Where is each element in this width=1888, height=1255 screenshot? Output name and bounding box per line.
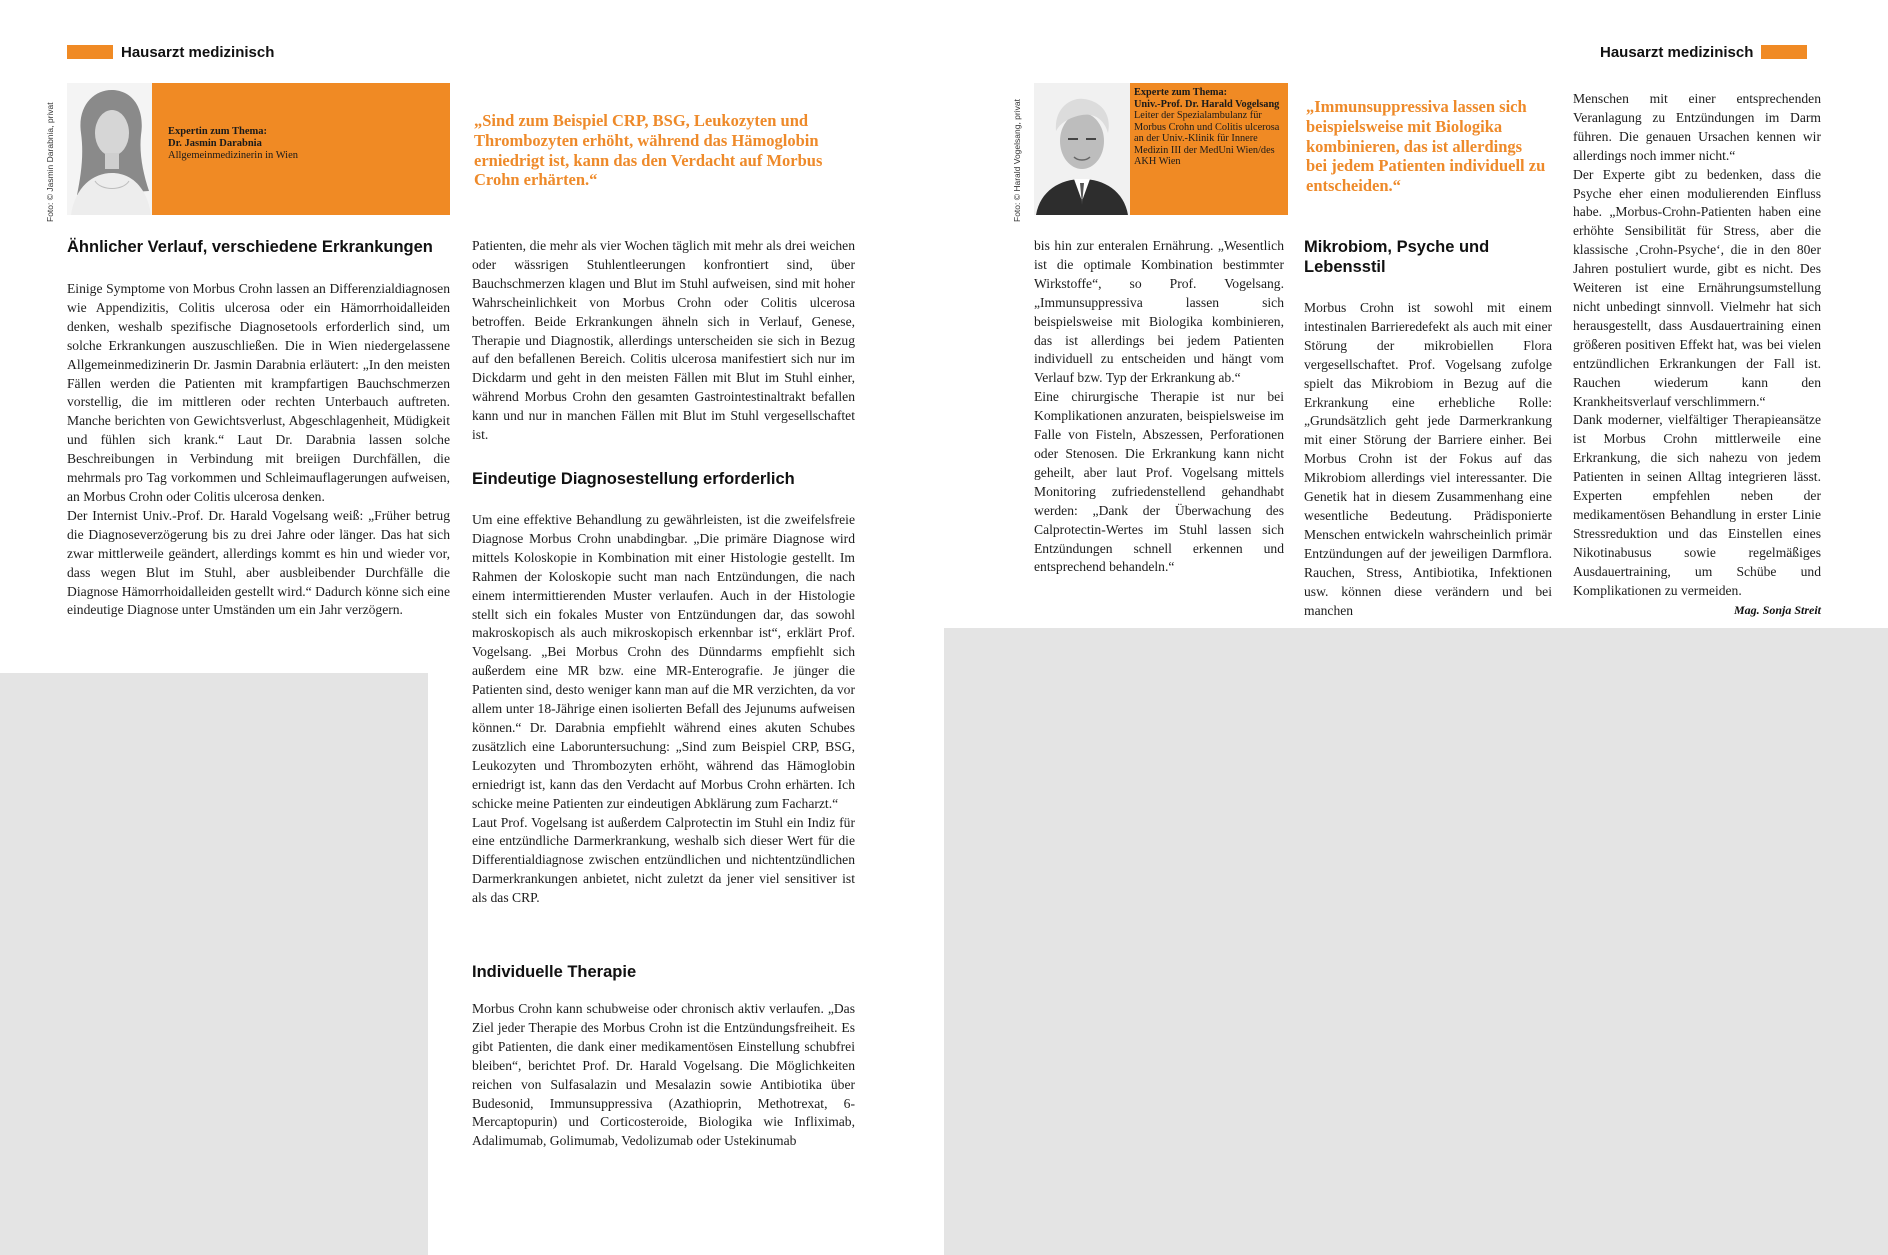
paragraph: Eine chirurgische Therapie ist nur bei Komplikationen anzuraten, beispielsweise im Falle von Fisteln, Abszessen, Perforationen oder Stenosen. Die Erkrankung kann nicht geheilt, aber laut Prof. Vogelsang mittels Monitoring zufriedenstellend gehandhabt werden: „Dank der Überwachung des Calprotectin-Wertes im Stuhl lassen sich Entzündungen schnell erkennen und entsprechend behandeln.“ <box>1034 389 1284 575</box>
gray-block-right <box>944 628 1888 1255</box>
paragraph: Menschen mit einer entsprechenden Veranlagung zu Entzündungen im Darm führen. Die genauen Ursachen kennen wir allerdings noch immer nicht.“ <box>1573 91 1821 163</box>
photo-credit: Foto: © Jasmin Darabnia, privat <box>45 102 55 222</box>
expert-title: Allgemeinmedizinerin in Wien <box>168 150 299 162</box>
paragraph: bis hin zur enteralen Ernährung. „Wesentlich ist die optimale Kombination bestimmter Wirkstoffe“, so Prof. Vogelsang. „Immunsuppressiva lassen sich beispielsweise mit Biologika kombinieren, das ist allerdings bei jedem Patienten individuell zu entscheiden und hängt vom Verlauf bzw. Typ der Erkrankung ab.“ <box>1034 238 1284 386</box>
paragraph: Dank moderner, vielfältiger Therapieansätze ist Morbus Crohn mittlerweile eine Erkrankung, die sich nahezu von jedem Patienten in seinen Alltag integrieren lässt. Experten empfehlen neben der medikamentösen Behandlung in erster Linie Stressreduktion und das Einstellen eines Nikotinabusus sowie regelmäßiges Ausdauertraining, um Schübe und Komplikationen zu vermeiden. <box>1573 412 1821 598</box>
expert-title: Leiter der Spezialambulanz für Morbus Crohn und Colitis ulcerosa an der Univ.-Klinik für Innere Medizin III der MedUni Wien/des AKH Wien <box>1134 110 1280 168</box>
left-column-1 <box>67 280 450 620</box>
paragraph: Um eine effektive Behandlung zu gewährleisten, ist die zweifelsfreie Diagnose Morbus Crohn unabdingbar. „Die primäre Diagnose wird mittels Koloskopie in Kombination mit einer Histologie gestellt. Im Rahmen der Koloskopie sucht man nach Entzündungen, die nach einem intermittierenden Muster verlaufen. Auch in der Histologie stellt sich ein fokales Muster von Entzündungen dar, das sowohl makroskopisch als auch mikroskopisch erkennbar ist“, erklärt Prof. Vogelsang. „Bei Morbus Crohn des Dünndarms empfiehlt sich außerdem eine MR bzw. eine MR-Enterografie. Je jünger die Patienten sind, desto weniger kann man auf die MR verzichten, da vor allem unter 18-Jährige einen isolierten Befall des Jejunums aufweisen können.“ Dr. Darabnia empfiehlt während eines akuten Schubes zusätzlich eine Laboruntersuchung: „Sind zum Beispiel CRP, BSG, Leukozyten und Thrombozyten erhöht, während das Hämoglobin erniedrigt ist, kann das den Verdacht auf Morbus Crohn erhärten. Ich schicke meine Patienten zur eindeutigen Abklärung zum Facharzt.“ <box>472 512 855 811</box>
left-page-header <box>67 44 274 60</box>
left-column-2c <box>472 1000 855 1151</box>
heading-diagnosestellung: Eindeutige Diagnosestellung erforderlich <box>472 470 795 488</box>
expert-photo-darabnia <box>67 83 152 215</box>
expert-box-vogelsang <box>1130 83 1288 215</box>
header-accent-bar <box>1761 45 1807 59</box>
pull-quote-left: „Sind zum Beispiel CRP, BSG, Leukozyten und Thrombozyten erhöht, während das Hämoglobin erniedrigt ist, kann das den Verdacht auf Morbus Crohn erhärten.“ <box>474 111 823 190</box>
expert-name: Univ.-Prof. Dr. Harald Vogelsang <box>1134 98 1280 110</box>
expert-box-darabnia <box>152 83 450 215</box>
author-signature: Mag. Sonja Streit <box>1733 603 1821 617</box>
paragraph: Morbus Crohn kann schubweise oder chronisch aktiv verlaufen. „Das Ziel jeder Therapie des Morbus Crohn ist die Entzündungsfreiheit. Es gibt Patienten, die dank einer medikamentösen Einstellung schubfrei bleiben“, berichtet Prof. Dr. Harald Vogelsang. Die Möglichkeiten reichen von Sulfasalazin und Mesalazin sowie Antibiotika über Budesonid, Immunsuppressiva (Azathioprin, Methotrexat, 6-Mercaptopurin) und Corticosteroide, Biologika wie Infliximab, Adalimumab, Golimumab, Vedolizumab oder Ustekinumab <box>472 1001 855 1149</box>
photo-credit: Foto: © Harald Vogelsang, privat <box>1012 99 1022 222</box>
heading-individuelle-therapie: Individuelle Therapie <box>472 963 637 981</box>
right-column-1 <box>1034 237 1284 577</box>
expert-photo-vogelsang <box>1034 83 1130 215</box>
pull-quote-right: „Immunsuppressiva lassen sich beispielsweise mit Biologika kombinieren, das ist allerdings bei jedem Patienten individuell zu entscheiden.“ <box>1306 97 1546 196</box>
paragraph: Der Internist Univ.-Prof. Dr. Harald Vogelsang weiß: „Früher betrug die Diagnoseverzögerung bis zu drei Jahre oder länger. Das hat sich zwar mittlerweile geändert, allerdings kommt es hin und wieder vor, dass wegen Blut im Stuhl, aber ausbleibender Durchfälle die Diagnose Hämorrhoidalleiden gestellt wird.“ Dadurch könne sich eine eindeutige Diagnose unter Umständen um ein Jahr verzögern. <box>67 507 450 618</box>
heading-mikrobiom: Mikrobiom, Psyche und Lebensstil <box>1304 238 1490 276</box>
header-accent-bar <box>67 45 113 59</box>
gray-block-left <box>0 673 428 1255</box>
paragraph: Einige Symptome von Morbus Crohn lassen an Differenzialdiagnosen wie Appendizitis, Colitis ulcerosa oder ein Hämorrhoidalleiden denken, weshalb spezifische Diagnosetools erforderlich sind, um solche Erkrankungen auszuschließen. Die in Wien niedergelassene Allgemeinmedizinerin Dr. Jasmin Darabnia erläutert: „In den meisten Fällen werden die Patienten mit krampfartigen Bauchschmerzen vorstellig, die im mittleren oder rechten Unterbauch auftreten. Manche berichten von Gewichtsverlust, Abgeschlagenheit, Müdigkeit und fühlen sich krank.“ Laut Dr. Darabnia lassen solche Beschreibungen in Verbindung mit breiigen Durchfällen, die mehrmals pro Tag vorkommen und Schleimauflagerungen aufweisen, an Morbus Crohn oder Colitis ulcerosa denken. <box>67 281 450 504</box>
paragraph: Patienten, die mehr als vier Wochen täglich mit mehr als drei weichen oder wässrigen Stuhlentleerungen konfrontiert sind, über Bauchschmerzen klagen und Blut im Stuhl aufweisen, sind mit hoher Wahrscheinlichkeit von Morbus Crohn oder Colitis ulcerosa betroffen. Beide Erkrankungen ähneln sich in Verlauf, Genese, Therapie und Diagnostik, allerdings unterscheiden sie sich in Bezug auf den befallenen Bereich. Colitis ulcerosa manifestiert sich nur im Dickdarm und geht in den meisten Fällen mit Blut im Stuhl einher, während Morbus Crohn den gesamten Gastrointestinaltrakt befallen kann und nur in manchen Fällen mit Blut im Stuhl vergesellschaftet ist. <box>472 238 855 443</box>
expert-name: Dr. Jasmin Darabnia <box>168 138 262 150</box>
heading-aehnlicher-verlauf: Ähnlicher Verlauf, verschiedene Erkrankungen <box>67 238 433 256</box>
right-column-2 <box>1304 299 1552 620</box>
left-column-2b <box>472 511 855 908</box>
expert-role: Experte zum Thema: <box>1134 87 1228 98</box>
header-title: Hausarzt medizinisch <box>1600 43 1754 61</box>
right-page-header <box>1600 44 1807 60</box>
right-column-3 <box>1573 90 1821 600</box>
paragraph: Laut Prof. Vogelsang ist außerdem Calprotectin im Stuhl ein Indiz für eine entzündliche Darmerkrankung, weshalb sich dieser Wert für die Differentialdiagnose zwischen entzündlichen und nichtentzündlichen Darmerkrankungen anbietet, nicht zuletzt da jener viel sensitiver ist als das CRP. <box>472 814 855 906</box>
paragraph: Der Experte gibt zu bedenken, dass die Psyche eher einen modulierenden Einfluss habe. „Morbus-Crohn-Patienten haben eine erhöhte Sensibilität für Stress, aber die klassische ‚Crohn-Psyche‘, die in den 80er Jahren postuliert wurde, gibt es nicht. Des Weiteren ist eine Ernährungsumstellung nicht unbedingt sinnvoll. Vielmehr hat sich herausgestellt, dass Ausdauertraining einen größeren positiven Effekt hat, was bei vielen entzündlichen Erkrankungen der Fall ist. Rauchen wiederum kann den Krankheitsverlauf verschlimmern.“ <box>1573 166 1821 409</box>
header-title: Hausarzt medizinisch <box>121 43 275 61</box>
paragraph: Morbus Crohn ist sowohl mit einem intestinalen Barrieredefekt als auch mit einer Störung der mikrobiellen Flora vergesellschaftet. Prof. Vogelsang zufolge spielt das Mikrobiom in Bezug auf die Erkrankung eine erhebliche Rolle: „Grundsätzlich geht jede Darmerkrankung mit einer Störung der Barriere einher. Bei Morbus Crohn ist der Fokus auf das Mikrobiom allerdings viel interessanter. Die Genetik hat in diesem Zusammenhang eine wesentliche Bedeutung. Prädisponierte Menschen entwickeln wahrscheinlich primär Entzündungen auf der jeweiligen Darmflora. Rauchen, Stress, Antibiotika, Infektionen usw. können diese verändern und bei manchen <box>1304 300 1552 618</box>
left-column-2 <box>472 237 855 445</box>
expert-role: Expertin zum Thema: <box>168 126 267 137</box>
